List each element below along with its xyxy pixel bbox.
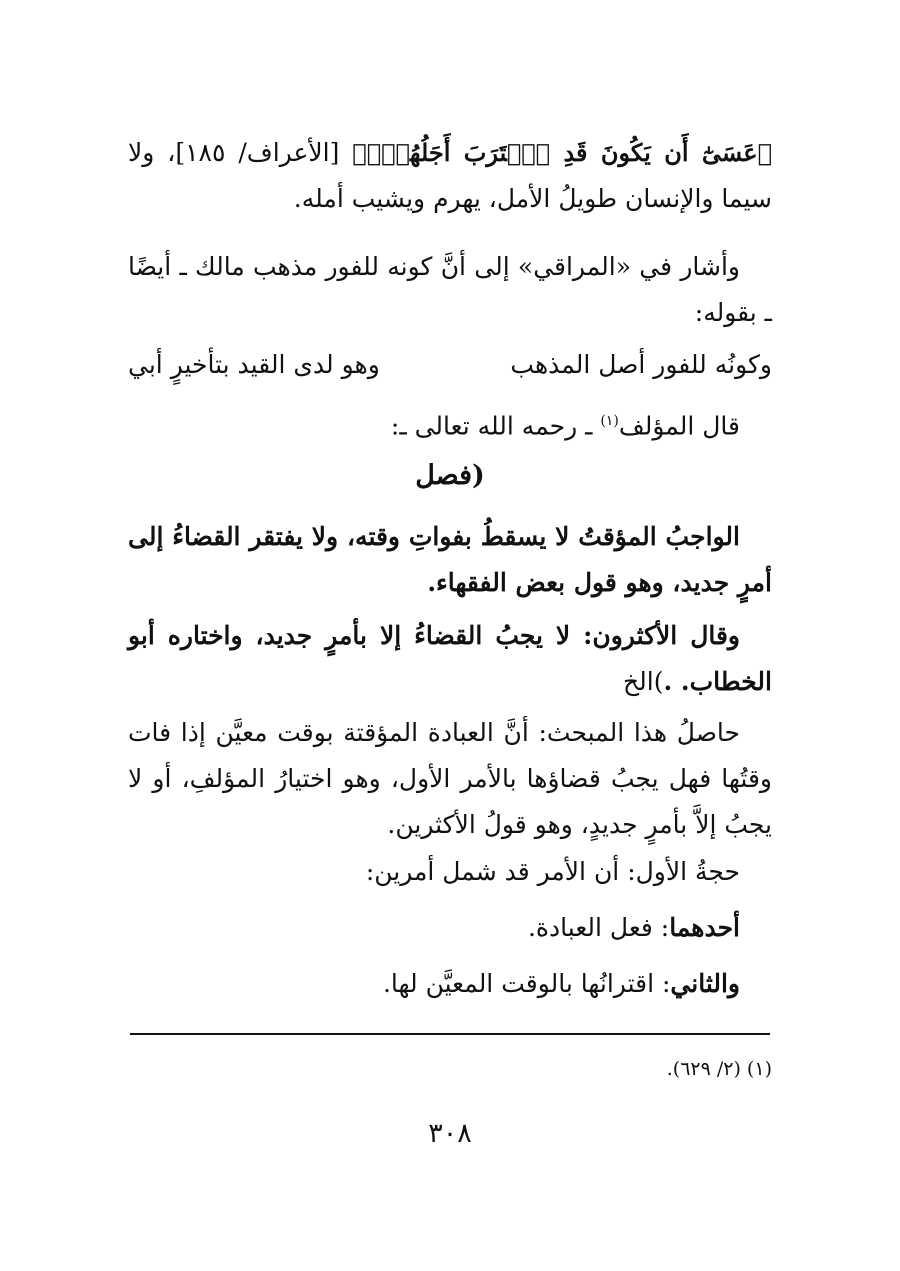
- argument-paragraph: حجةُ الأول: أن الأمر قد شمل أمرين:: [365, 857, 740, 886]
- paragraph-text: [الأعراف/ ١٨٥]، ولا سيما والإنسان طويلُ الأمل، يهرم ويشيب أمله.: [128, 138, 772, 213]
- author-intro-text: قال المؤلف: [618, 411, 740, 441]
- poem-hemistich-left: وهو لدى القيد بتأخيرٍ أبي: [128, 350, 380, 379]
- footnote-ref: (١): [600, 413, 619, 429]
- page-number: ٣٠٨: [428, 1118, 472, 1149]
- second-point-text: : اقترانُها بالوقت المعيَّن لها.: [382, 969, 671, 998]
- second-point-label: والثاني: [670, 969, 740, 998]
- author-intro-rest: ـ رحمه الله تعالى ـ:: [390, 411, 601, 441]
- first-point-text: : فعل العبادة.: [527, 913, 670, 942]
- matn-paragraph-2: [128, 613, 772, 705]
- quran-verse: ﴿عَسَىٰٓ أَن يَكُونَ قَدِ ٱقۡتَرَبَ أَجَلُهُمۡۖ﴾: [352, 138, 772, 167]
- commentary-paragraph: حاصلُ هذا المبحث: أنَّ العبادة المؤقتة بوقت معيَّن إذا فات وقتُها فهل يجبُ قضاؤها بالأمر الأول، وهو اختيارُ المؤلفِ، أو لا يجبُ إلاَّ بأمرٍ جديدٍ، وهو قولُ الأكثرين.: [128, 718, 772, 839]
- poem-hemistich-right: وكونُه للفور أصل المذهب: [510, 350, 772, 379]
- second-point: [128, 961, 772, 1007]
- matn-bold-text: وقال الأكثرون: لا يجبُ القضاءُ إلا بأمرٍ جديد، واختاره أبو الخطاب. .: [128, 621, 772, 696]
- author-intro: [128, 398, 772, 449]
- section-heading: (فصل: [415, 460, 485, 491]
- matn-paragraph-1: الواجبُ المؤقتُ لا يسقطُ بفواتِ وقته، ولا يفتقر القضاءُ إلى أمرٍ جديد، وهو قول بعض الفقهاء.: [128, 522, 772, 597]
- footnote: (١) (٢/ ٦٢٩).: [666, 1058, 772, 1080]
- first-point-label: أحدهما: [669, 913, 740, 942]
- matn-rest: )الخ: [623, 667, 664, 696]
- first-point: [128, 905, 772, 951]
- paragraph-maraqi: وأشار في «المراقي» إلى أنَّ كونه للفور مذهب مالك ـ أيضًا ـ بقوله:: [128, 252, 772, 327]
- paragraph-quran-verse: [128, 130, 772, 222]
- footnote-divider: [130, 1033, 770, 1035]
- poem-verse: [128, 342, 772, 388]
